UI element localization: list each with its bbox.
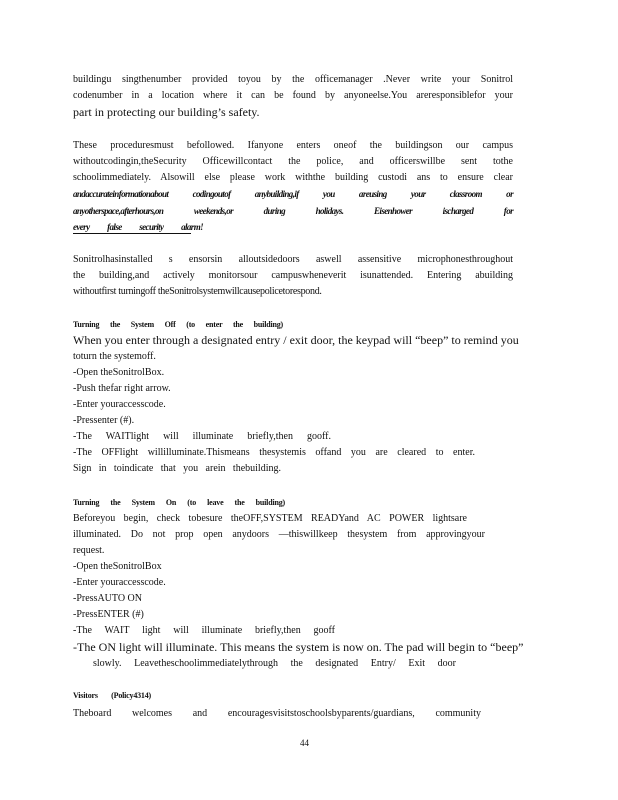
text-line: Sign in toindicate that you arein thebuilding.	[73, 463, 281, 474]
text-line: slowly. Leavetheschoolimmediatelythrough the designated Entry/ Exit door	[93, 658, 456, 669]
text-line: the building,and actively monitorsour campuswheneverit isunattended. Entering abuilding	[73, 270, 513, 281]
text-line: part in protecting our building’s safety.	[73, 105, 260, 119]
list-item: -Open theSonitrolBox.	[73, 367, 165, 378]
text-line: buildingu singthenumber provided toyou by the officemanager .Never write your Sonitrol	[73, 74, 513, 85]
list-item: -PressENTER (#)	[73, 609, 144, 620]
text-line: When you enter through a designated entry / exit door, the keypad will “beep” to remind you	[73, 333, 519, 347]
page-number: 44	[300, 738, 309, 748]
text-line: request.	[73, 545, 105, 556]
text-line: illuminated. Do not prop open anydoors —thiswillkeep thesystem from approvingyour	[73, 529, 485, 540]
list-item: -Enter youraccesscode.	[73, 577, 166, 588]
list-item: -Push thefar right arrow.	[73, 383, 171, 394]
text-line: toturn the systemoff.	[73, 351, 156, 362]
text-line: withoutcodingin,theSecurity Officewillcontact the police, and officerswillbe sent tothe	[73, 156, 513, 167]
list-item: -The WAITlight will illuminate briefly,then gooff.	[73, 431, 331, 442]
list-item: -The OFFlight willilluminate.Thismeans thesystemis offand you are cleared to enter.	[73, 447, 475, 458]
text-line: anyotherspace,afterhours,on weekends,or during holidays. Eisenhower ischarged for	[73, 206, 513, 216]
list-item: -Pressenter (#).	[73, 415, 135, 426]
list-item: -The ON light will illuminate. This means the system is now on. The pad will begin to “beep”	[73, 640, 524, 654]
list-item: -Open theSonitrolBox	[73, 561, 162, 572]
section-heading: Turning the System Off (to enter the building)	[73, 320, 283, 329]
text-line: every false security alarm!	[73, 222, 203, 232]
text-line: schoolimmediately. Alsowill else please work withthe building custodi ans to ensure clear	[73, 172, 513, 183]
section-heading: Turning the System On (to leave the building)	[73, 498, 285, 507]
list-item: -The WAIT light will illuminate briefly,then gooff	[73, 625, 335, 636]
text-line: Sonitrolhasinstalled s ensorsin alloutsidedoors aswell assensitive microphonesthroughout	[73, 254, 513, 265]
text-line: These proceduresmust befollowed. Ifanyone enters oneof the buildingson our campus	[73, 140, 513, 151]
text-line: codenumber in a location where it can be found by anyoneelse.You areresponsiblefor your	[73, 90, 513, 101]
text-line: withoutfirst turningoff theSonitrolsystemwillcausepolicetorespond.	[73, 286, 322, 297]
list-item: -PressAUTO ON	[73, 593, 142, 604]
text-line: Beforeyou begin, check tobesure theOFF,SYSTEM READYand AC POWER lightsare	[73, 513, 467, 524]
text-line: Theboard welcomes and encouragesvisitstoschoolsbyparents/guardians, community	[73, 708, 481, 719]
text-line: andaccurateinformationabout codingoutof anybuilding,if you areusing your classroom or	[73, 189, 513, 199]
list-item: -Enter youraccesscode.	[73, 399, 166, 410]
section-heading: Visitors (Policy4314)	[73, 691, 151, 700]
underline-rule	[73, 233, 191, 234]
